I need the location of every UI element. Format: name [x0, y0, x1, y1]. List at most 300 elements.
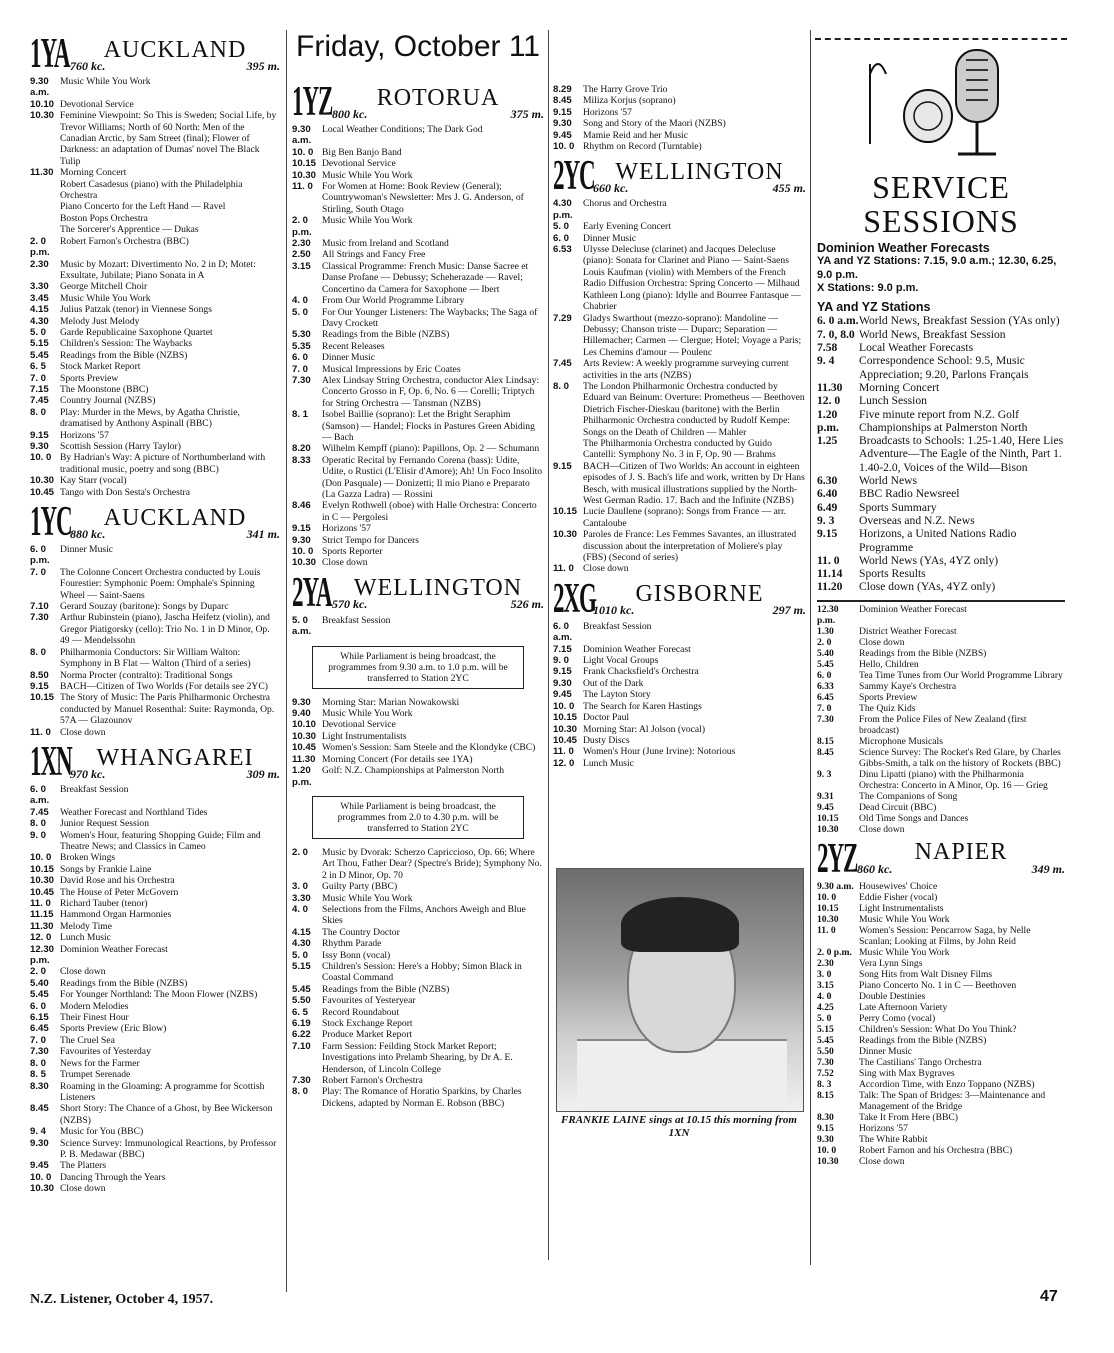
schedule-entry [30, 966, 280, 977]
schedule-entry [817, 1068, 1065, 1079]
entry-programme: World News, Breakfast Session [859, 327, 1006, 341]
schedule-entry [817, 1123, 1065, 1134]
entry-programme: World News, Breakfast Session (YAs only) [859, 314, 1060, 328]
schedule-entry [817, 1145, 1065, 1156]
entry-programme: Morning Concert [859, 380, 940, 394]
entry-programme: The Layton Story [583, 689, 651, 701]
entry-time: 10.45 [553, 734, 578, 746]
schedule-entry [30, 852, 280, 863]
schedule-entry [292, 1029, 544, 1040]
entry-programme: Piano Concerto No. 1 in C — Beethoven [859, 979, 1017, 991]
schedule-entry [30, 110, 280, 167]
entry-programme: Evelyn Rothwell (oboe) with Halle Orchestra: Concerto in C — Pergolesi [322, 500, 537, 523]
entry-programme: For Younger Northland: The Moon Flower (NZBS) [60, 989, 258, 1001]
entry-programme: Music for You (BBC) [60, 1126, 144, 1138]
entry-programme: Children's Session: Here's a Hobby; Simon Black in Coastal Command [322, 960, 522, 984]
entry-time: 10.15 [292, 158, 317, 170]
entry-programme: Dinner Music [322, 352, 376, 364]
schedule-entry [553, 358, 806, 381]
entry-programme: Tea Time Tunes from Our World Programme Library [859, 669, 1063, 681]
entry-time: 5. 0 [30, 326, 47, 338]
entry-time: 9.15 [553, 666, 572, 678]
entry-programme: Sports Reporter [322, 546, 383, 558]
entry-programme: Double Destinies [859, 990, 926, 1002]
entry-programme: BBC Radio Newsreel [859, 487, 960, 501]
column-rule [286, 30, 287, 1292]
entry-time: 9.45 [553, 129, 572, 141]
entry-time [30, 201, 60, 212]
schedule-entry [553, 107, 806, 118]
entry-time: 10.30 [553, 723, 578, 735]
schedule-entry [817, 991, 1065, 1002]
entry-time: 10.30 [817, 1155, 839, 1167]
station-header-1xn [30, 738, 280, 785]
entry-programme: Richard Tauber (tenor) [60, 898, 148, 909]
entry-time: 6.22 [292, 1029, 311, 1041]
schedule-list-1xn [30, 784, 280, 1195]
schedule-entry [817, 501, 1065, 514]
schedule-list-2ya [292, 847, 544, 1109]
entry-time: 7. 0 [30, 566, 47, 578]
entry-programme: Late Afternoon Variety [859, 1001, 948, 1013]
entry-programme: Arthur Rubinstein (piano), Jascha Heifetz (violin), and Gregor Piatigorsky (cello): Trio No. 1 in D Minor, Op. 49 — Mendelssohn [60, 612, 270, 647]
entry-time: 2. 0 [817, 636, 832, 648]
schedule-entry [292, 523, 544, 534]
entry-programme: Music While You Work [60, 76, 151, 87]
schedule-entry [292, 455, 544, 501]
schedule-entry [30, 1172, 280, 1183]
schedule-entry [30, 350, 280, 361]
schedule-entry [817, 514, 1065, 527]
entry-time: 10.30 [30, 1183, 55, 1195]
entry-programme: Norma Procter (contralto): Traditional Songs [60, 669, 233, 681]
entry-time: 6.40 [817, 487, 838, 501]
entry-programme: Eddie Fisher (vocal) [859, 891, 938, 903]
schedule-entry [553, 758, 806, 769]
entry-time: 9.30 [553, 118, 572, 130]
entry-programme: Favourites of Yesteryear [322, 995, 416, 1007]
schedule-entry [292, 708, 544, 719]
column-2 [292, 78, 544, 1109]
schedule-entry [30, 875, 280, 886]
station-frequency: 760 kc. [70, 58, 106, 73]
entry-programme: From the Police Files of New Zealand (first broadcast) [859, 713, 1027, 736]
schedule-entry [30, 76, 280, 99]
entry-time: 10. 0 [292, 146, 314, 158]
entry-programme: World News [859, 474, 917, 488]
entry-programme: Big Ben Banjo Band [322, 146, 402, 158]
entry-programme: The House of Peter McGovern [60, 886, 179, 898]
entry-programme: Musical Impressions by Eric Coates [322, 363, 461, 375]
entry-programme: Lunch Music [60, 932, 111, 944]
schedule-entry [30, 487, 280, 498]
entry-programme: Philharmonia Conductors: Sir William Walton: Symphony in B Flat — Walton (Third of a series) [60, 646, 251, 670]
entry-programme: Rhythm Parade [322, 938, 382, 950]
entry-time: 4. 0 [817, 990, 832, 1002]
entry-time: 7.15 [553, 643, 572, 655]
entry-time: 3.30 [292, 892, 311, 904]
entry-time: 11.30 [30, 920, 54, 932]
schedule-entry [817, 1002, 1065, 1013]
schedule-entry [30, 681, 280, 692]
schedule-entry [292, 124, 544, 147]
entry-time: 6. 0 a.m. [30, 783, 50, 807]
entry-programme: Dominion Weather Forecast [859, 603, 967, 615]
schedule-entry [30, 784, 280, 807]
entry-time: 5.45 [817, 658, 834, 670]
entry-time: 3.30 [30, 281, 49, 293]
schedule-entry [30, 887, 280, 898]
entry-time: 11.30 [30, 167, 54, 179]
entry-programme: Junior Request Session [60, 818, 150, 830]
schedule-entry [292, 1041, 544, 1075]
entry-programme: Isobel Baillie (soprano): Let the Bright Seraphim (Samson) — Handel; Flocks in Pastures Green Abiding — Bach [322, 409, 535, 443]
schedule-entry [817, 1046, 1065, 1057]
entry-programme: Women's Hour, featuring Shopping Guide; Film and Theatre News; and Classics in Cameo [60, 829, 261, 852]
entry-programme: Hello, Children [859, 658, 919, 670]
entry-time: 10. 0 [553, 700, 575, 712]
entry-time: 9. 4 [30, 1126, 47, 1138]
entry-programme: Music While You Work [322, 215, 413, 227]
entry-programme: BACH—Citizen of Two Worlds (For details see 2YC) [60, 680, 268, 692]
station-wavelength: 526 m. [510, 597, 544, 612]
entry-programme: Melody Time [60, 920, 112, 932]
schedule-entry [553, 689, 806, 700]
entry-programme: Piano Concerto for the Left Hand — Ravel [60, 201, 226, 213]
station-frequency: 570 kc. [332, 597, 368, 612]
schedule-entry [817, 626, 1065, 637]
entry-programme: Take It From Here (BBC) [859, 1111, 958, 1123]
entry-time: 11.15 [30, 909, 54, 921]
station-city: GISBORNE [635, 581, 764, 608]
entry-programme: Feminine Viewpoint: So This is Sweden; Social Life, by Trevor Williams; North of 60 North: Men of the Canadian Arctic, by Sam Street (final); Flower of Darkness: an adaptation of Dumas' novel The Black Tulip [60, 110, 277, 167]
schedule-entry [553, 746, 806, 757]
schedule-list-1yz [292, 124, 544, 569]
entry-programme: Play: Murder in the Mews, by Agatha Christie, dramatised by Anthony Aspinall (BBC) [60, 406, 240, 430]
entry-time: 8. 5 [30, 1069, 47, 1081]
schedule-entry [30, 909, 280, 920]
entry-programme: Accordion Time, with Enzo Toppano (NZBS) [859, 1078, 1035, 1090]
entry-time: 3. 0 [817, 968, 832, 980]
entry-time: 9. 0 [553, 655, 570, 667]
entry-time: 8.20 [292, 443, 311, 455]
entry-time: 12. 0 [30, 932, 52, 944]
entry-time: 5.30 [292, 329, 311, 341]
schedule-entry [817, 703, 1065, 714]
entry-programme: The Colonne Concert Orchestra conducted by Louis Fourestier: Symphonic Poem: Omphale's Spinning Wheel — Saint-Saens [60, 566, 261, 601]
schedule-entry [30, 327, 280, 338]
schedule-entry [30, 259, 280, 282]
schedule-entry [553, 506, 806, 529]
entry-programme: Local Weather Conditions; The Dark God [322, 124, 483, 135]
entry-time: 2.50 [292, 249, 311, 261]
schedule-entry [30, 830, 280, 853]
entry-programme: Tango with Don Sesta's Orchestra [60, 486, 191, 498]
entry-programme: Dinner Music [583, 232, 637, 244]
entry-programme: Women's Session: Sam Steele and the Klondyke (CBC) [322, 742, 536, 754]
station-callsign: 2XG [553, 575, 596, 622]
entry-programme: The Moonstone (BBC) [60, 383, 149, 395]
entry-programme: Talk: The Span of Bridges: 3—Maintenance and Management of the Bridge [859, 1089, 1046, 1112]
entry-time: 7.10 [30, 601, 49, 613]
entry-time: 6. 0 [292, 352, 309, 364]
station-header-2yz [817, 835, 1065, 882]
entry-time: 9. 3 [817, 768, 832, 780]
station-wavelength: 297 m. [772, 603, 806, 618]
entry-time: 8.50 [30, 669, 49, 681]
station-callsign: 2YZ [817, 835, 858, 882]
entry-programme: Favourites of Yesterday [60, 1046, 151, 1058]
entry-time: 10.45 [30, 886, 55, 898]
schedule-entry [553, 735, 806, 746]
schedule-entry [292, 249, 544, 260]
entry-time: 8. 0 [30, 406, 47, 418]
entry-time: 5.45 [30, 989, 49, 1001]
entry-programme: Sports Preview [859, 691, 918, 703]
schedule-entry [30, 567, 280, 601]
entry-time: 10. 0 [30, 452, 52, 464]
entry-programme: Horizons '57 [583, 106, 632, 118]
entry-programme: Garde Republicaine Saxophone Quartet [60, 326, 213, 338]
entry-time: 1.20 p.m. [292, 765, 312, 788]
entry-programme: Songs by Frankie Laine [60, 863, 152, 875]
entry-programme: Robert Farnon's Orchestra (BBC) [60, 235, 189, 247]
entry-time: 8.46 [292, 500, 311, 512]
schedule-entry [30, 236, 280, 259]
schedule-entry [817, 791, 1065, 802]
schedule-entry [817, 714, 1065, 736]
schedule-entry [30, 727, 280, 738]
entry-time: 1.30 [817, 625, 834, 637]
schedule-entry [817, 604, 1065, 626]
entry-programme: Sports Results [859, 567, 926, 581]
schedule-list-1ya [30, 76, 280, 498]
entry-programme: Readings from the Bible (NZBS) [322, 329, 450, 341]
dominion-line: YA and YZ Stations: 7.15, 9.0 a.m.; 12.30, 6.25, 9.0 p.m. [817, 255, 1057, 281]
station-city: NAPIER [914, 839, 1008, 866]
station-header-2yc [553, 153, 806, 200]
entry-programme: Music While You Work [322, 708, 413, 720]
schedule-entry [30, 944, 280, 967]
entry-time: 12.30 p.m. [817, 603, 839, 626]
entry-programme: Golf: N.Z. Championships at Palmerston North [322, 765, 505, 777]
entry-time: 6. 0 a.m. [553, 620, 573, 644]
schedule-entry [817, 487, 1065, 500]
entry-programme: Children's Session: What Do You Think? [859, 1023, 1017, 1035]
entry-time: 8.45 [30, 1103, 49, 1115]
schedule-entry [553, 644, 806, 655]
station-frequency: 660 kc. [593, 181, 629, 196]
station-header-1yz [292, 79, 544, 125]
entry-programme: Broken Wings [60, 852, 116, 864]
schedule-entry [817, 637, 1065, 648]
entry-programme: Women's Session: Pencarrow Saga, by Nelle Scanlan; Looking at Films, by John Reid [859, 924, 1031, 947]
entry-time: 9.30 [553, 677, 572, 689]
station-city: WELLINGTON [353, 575, 523, 602]
station-callsign: 2YA [292, 569, 332, 616]
station-header-1yc [30, 499, 280, 546]
entry-programme: Light Instrumentalists [322, 730, 407, 742]
entry-time: 10. 0 [30, 1171, 52, 1183]
schedule-entry [30, 316, 280, 327]
entry-programme: Music from Ireland and Scotland [322, 238, 449, 250]
station-wavelength: 375 m. [510, 106, 544, 121]
schedule-entry [817, 769, 1065, 791]
schedule-entry [30, 384, 280, 395]
column-3 [553, 84, 806, 769]
entry-programme: By Hadrian's Way: A picture of Northumberland with traditional music, poetry and song (BBC) [60, 452, 266, 475]
schedule-entry [817, 670, 1065, 681]
schedule-entry [817, 1134, 1065, 1145]
schedule-entry [817, 802, 1065, 813]
entry-programme: Music by Mozart: Divertimento No. 2 in D; Motet: Exsultate, Jubilate; Piano Sonata in A [60, 258, 256, 281]
schedule-entry [292, 995, 544, 1006]
station-header-1ya [30, 31, 280, 77]
schedule-entry [292, 984, 544, 995]
ya-yz-heading: YA and YZ Stations [817, 300, 931, 315]
schedule-entry [553, 438, 806, 461]
entry-programme: Morning Concert [60, 167, 127, 179]
photo-hair [621, 897, 739, 952]
schedule-entry [292, 364, 544, 375]
schedule-entry [553, 141, 806, 152]
entry-time: 4.15 [292, 926, 311, 938]
schedule-entry [292, 158, 544, 169]
entry-time: 5.35 [292, 340, 311, 352]
schedule-entry [30, 361, 280, 372]
schedule-entry [292, 352, 544, 363]
schedule-entry [30, 978, 280, 989]
entry-time: 5.50 [817, 1045, 834, 1057]
schedule-entry [292, 765, 544, 788]
schedule-entry [292, 170, 544, 181]
entry-time [553, 290, 583, 313]
entry-time: 9.15 [553, 106, 572, 118]
entry-programme: Sports Summary [859, 500, 937, 514]
schedule-entry [553, 666, 806, 677]
schedule-entry [292, 546, 544, 557]
parliament-notice: While Parliament is being broadcast, the programmes from 2.0 to 4.30 p.m. will be transferred to Station 2YC [312, 796, 524, 839]
schedule-entry [553, 233, 806, 244]
entry-time: 8.29 [553, 84, 572, 95]
entry-time: 4. 0 [292, 903, 309, 915]
entry-programme: Operatic Recital by Fernando Corena (bass): Udite, Udite, o Rustici (L'Elisir d'Amore); Ah! Un Foco Insolito (Don Pasquale) — Donizetti; Il mio Piano e Preparato (La Gazza Ladra) — Rossini [322, 454, 543, 500]
entry-programme: Farm Session: Feilding Stock Market Report; Investigations into Prelamb Shearing, by Dr A. E. Henderson, of Lincoln College [322, 1040, 513, 1075]
entry-programme: Old Time Songs and Dances [859, 812, 969, 824]
schedule-entry [30, 201, 280, 212]
schedule-entry [553, 655, 806, 666]
schedule-entry [292, 961, 544, 984]
schedule-entry [292, 307, 544, 330]
schedule-entry [30, 304, 280, 315]
entry-programme: Their Finest Hour [60, 1012, 129, 1024]
schedule-entry [292, 938, 544, 949]
entry-time: 9.45 [553, 689, 572, 701]
entry-time: 7.29 [553, 312, 572, 324]
entry-time: 10.30 [553, 529, 578, 541]
schedule-entry [30, 99, 280, 110]
entry-time: 3. 0 [292, 881, 309, 893]
entry-time: 9. 3 [817, 513, 835, 527]
schedule-entry [553, 701, 806, 712]
entry-time: 5. 0 a.m. [292, 614, 312, 638]
station-wavelength: 349 m. [1031, 862, 1065, 877]
entry-programme: Roaming in the Gloaming: A programme for Scottish Listeners [60, 1080, 265, 1103]
entry-time: 9.30 a.m. [292, 124, 312, 147]
entry-programme: Readings from the Bible (NZBS) [60, 349, 188, 361]
schedule-entry [30, 864, 280, 875]
entry-time: 6. 5 [30, 361, 47, 373]
entry-programme: Horizons, a United Nations Radio Programme [859, 527, 1017, 554]
entry-time: 10. 0 [30, 852, 52, 864]
entry-time [553, 438, 583, 461]
entry-programme: Frank Chacksfield's Orchestra [583, 666, 699, 678]
entry-programme: Robert Farnon's Orchestra [322, 1075, 423, 1087]
schedule-entry [30, 452, 280, 475]
entry-programme: Close down [859, 1155, 905, 1167]
entry-programme: George Mitchell Choir [60, 281, 148, 293]
station-callsign: 2YC [553, 153, 595, 200]
schedule-entry [292, 295, 544, 306]
schedule-list-2yz [817, 881, 1065, 1167]
entry-time: 11. 0 [30, 726, 51, 738]
schedule-entry [553, 563, 806, 574]
entry-time: 7.45 [30, 806, 49, 818]
schedule-entry [553, 221, 806, 232]
station-header-2xg [553, 575, 806, 622]
entry-programme: Weather Forecast and Northland Tides [60, 806, 208, 818]
entry-programme: From Our World Programme Library [322, 295, 465, 307]
entry-time: 11. 0 [817, 553, 840, 567]
station-wavelength: 341 m. [246, 526, 280, 541]
entry-time: 5. 0 [553, 221, 570, 233]
entry-time: 4.15 [30, 304, 49, 316]
schedule-entry [292, 261, 544, 295]
schedule-entry [30, 1160, 280, 1171]
entry-programme: Sing with Max Bygraves [859, 1067, 955, 1079]
entry-time: 6.45 [30, 1023, 49, 1035]
schedule-entry [553, 404, 806, 438]
entry-programme: Science Survey: The Rocket's Red Glare, by Charles Gibbs-Smith, a talk on the history of Rockets (BBC) [859, 746, 1061, 769]
entry-time: 6.30 [817, 474, 838, 488]
entry-time: 10.15 [553, 506, 578, 518]
entry-time: 8. 0 [553, 380, 570, 392]
entry-time: 11. 0 [30, 898, 51, 909]
entry-time: 7. 0 [30, 372, 47, 384]
entry-programme: Dead Circuit (BBC) [859, 801, 937, 813]
entry-time: 10.30 [292, 730, 317, 742]
schedule-entry [30, 898, 280, 909]
entry-programme: News for the Farmer [60, 1057, 140, 1069]
entry-time: 5. 0 [292, 306, 309, 318]
schedule-entry [817, 892, 1065, 903]
entry-time: 6.53 [553, 244, 572, 256]
entry-time [30, 213, 60, 224]
entry-time: 6. 5 [292, 1006, 309, 1018]
entry-programme: Horizons '57 [859, 1122, 908, 1134]
schedule-entry [30, 612, 280, 646]
schedule-entry [817, 354, 1065, 381]
entry-programme: Women's Hour (June Irvine): Notorious [583, 746, 736, 758]
entry-time: 10.45 [30, 486, 55, 498]
entry-time: 2. 0 p.m. [817, 946, 852, 958]
schedule-entry [817, 328, 1065, 341]
schedule-entry [553, 529, 806, 563]
schedule-entry [817, 394, 1065, 407]
schedule-entry [30, 818, 280, 829]
entry-programme: Paroles de France: Les Femmes Savantes, an illustrated discussion about the interpretation of Moliere's play (FBS) (Second of series) [583, 529, 797, 564]
entry-programme: Perry Como (vocal) [859, 1012, 936, 1024]
